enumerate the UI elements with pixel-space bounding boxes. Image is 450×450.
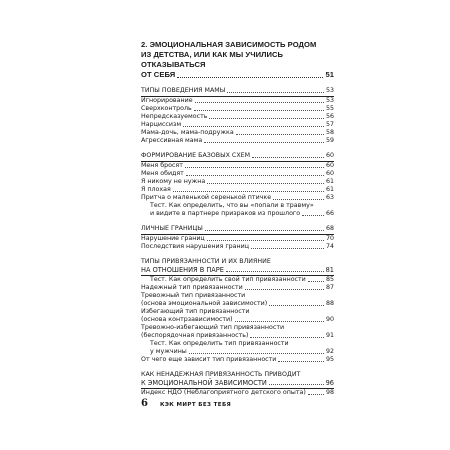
item-text: Индекс НДО (Неблагоприятного детского опыта): [141, 389, 306, 396]
dot-leader: [204, 142, 324, 143]
item-text: Меня обидят: [141, 170, 184, 177]
dot-leader: [252, 157, 324, 158]
section-heading: [141, 87, 334, 97]
item-text: Сверхконтроль: [141, 105, 192, 112]
list-item[interactable]: [141, 129, 334, 137]
item-page: 88: [325, 300, 334, 307]
item-page: 92: [325, 348, 334, 355]
dot-leader: [235, 321, 324, 322]
chapter-page: 51: [325, 70, 334, 79]
item-page: 61: [325, 186, 334, 193]
dot-leader: [269, 305, 324, 306]
section-heading-text: ТИПЫ ПОВЕДЕНИЯ МАМЫ: [141, 87, 226, 94]
chapter-title-text: ОТ СЕБЯ: [141, 70, 176, 79]
dot-leader: [227, 92, 324, 93]
item-page: 61: [325, 178, 334, 185]
list-item[interactable]: [141, 284, 334, 292]
section-heading-page: 81: [325, 266, 334, 274]
dot-leader: [189, 353, 324, 354]
item-line2: [141, 348, 334, 356]
list-item[interactable]: [141, 276, 334, 284]
dot-leader: [183, 126, 324, 127]
dot-leader: [273, 199, 324, 200]
chapter-title-line3: [141, 70, 334, 80]
item-text-line2: и видите в партнере призраков из прошлого: [150, 210, 301, 217]
dot-leader: [209, 118, 324, 119]
item-text: Нарциссизм: [141, 121, 182, 128]
dot-leader: [195, 102, 324, 103]
page-footer: [141, 398, 231, 409]
item-text-line2: (беспорядочная привязанность): [141, 332, 249, 339]
item-page: 63: [325, 194, 334, 201]
list-item[interactable]: [141, 105, 334, 113]
item-page: 58: [325, 129, 334, 136]
item-line2: [141, 316, 334, 324]
section-heading-page: 53: [325, 87, 334, 94]
item-text-line1: Тест. Как определить, что вы «попали в травму»: [150, 202, 314, 209]
list-item[interactable]: [141, 162, 334, 170]
list-item-anxious-avoidant[interactable]: [141, 324, 334, 340]
item-text-line2: (основа эмоциональной зависимости): [141, 300, 268, 307]
section-heading: [141, 371, 334, 389]
page-number: 6: [141, 398, 148, 409]
chapter-heading: [141, 40, 334, 80]
item-line2: [141, 210, 334, 218]
item-text-line1: Избегающий тип привязанности: [141, 308, 250, 315]
dot-leader: [194, 110, 324, 111]
item-page: 55: [325, 105, 334, 112]
dot-leader: [302, 215, 324, 216]
item-text: От чего еще зависит тип привязанности: [141, 356, 277, 363]
list-item[interactable]: [141, 137, 334, 145]
item-line2: [141, 300, 334, 308]
dot-leader: [308, 281, 324, 282]
list-item-test-man[interactable]: [141, 340, 334, 356]
item-page: 57: [325, 121, 334, 128]
item-page: 95: [325, 356, 334, 363]
dot-leader: [173, 191, 324, 192]
list-item[interactable]: [141, 186, 334, 194]
dot-leader: [207, 240, 324, 241]
item-page: 98: [325, 389, 334, 396]
section-heading-line1: КАК НЕНАДЕЖНАЯ ПРИВЯЗАННОСТЬ ПРИВОДИТ: [141, 371, 301, 378]
item-text: Надежный тип привязанности: [141, 284, 243, 291]
list-item[interactable]: [141, 113, 334, 121]
dot-leader: [245, 289, 324, 290]
section-heading-page: 60: [325, 152, 334, 159]
chapter-title-line1: 2. ЭМОЦИОНАЛЬНАЯ ЗАВИСИМОСТЬ РОДОМ: [141, 40, 317, 49]
section-heading-text: НА ОТНОШЕНИЯ В ПАРЕ: [141, 266, 224, 274]
list-item[interactable]: [141, 243, 334, 251]
section-personal-boundaries: [141, 225, 334, 251]
section-heading-text: ФОРМИРОВАНИЕ БАЗОВЫХ СХЕМ: [141, 152, 251, 159]
item-text: Агрессивная мама: [141, 137, 203, 144]
section-heading-text: ЛИЧНЫЕ ГРАНИЦЫ: [141, 225, 203, 232]
item-text: Притча о маленькой серенькой птичке: [141, 194, 272, 201]
dot-leader: [177, 77, 323, 78]
section-unreliable-attachment: [141, 371, 334, 397]
dot-leader: [226, 271, 324, 272]
item-page: 70: [325, 235, 334, 242]
dot-leader: [269, 384, 324, 385]
item-page: 60: [325, 162, 334, 169]
item-text: Меня бросят: [141, 162, 183, 169]
item-text-line2: (основа контрзависимости): [141, 316, 233, 323]
section-heading-line2: [141, 379, 334, 387]
section-heading-page: 68: [325, 225, 334, 232]
item-text: Мама-дочь, мама-подружка: [141, 129, 234, 136]
section-heading: [141, 258, 334, 276]
item-text-line1: Тест. Как определить тип привязанности: [150, 340, 289, 347]
dot-leader: [186, 175, 324, 176]
item-text: Тест. Как определить свой тип привязанности: [150, 276, 306, 283]
item-text: Непредсказуемость: [141, 113, 208, 120]
item-text: Игнорирование: [141, 97, 193, 104]
item-page: 53: [325, 97, 334, 104]
list-item[interactable]: [141, 121, 334, 129]
list-item-avoidant[interactable]: [141, 308, 334, 324]
dot-leader: [236, 134, 324, 135]
dot-leader: [251, 248, 324, 249]
list-item-test-trauma[interactable]: [141, 202, 334, 218]
dot-leader: [185, 167, 324, 168]
table-of-contents: [141, 40, 334, 397]
section-heading-line2: [141, 266, 334, 274]
item-text: Нарушение границ: [141, 235, 205, 242]
item-page: 56: [325, 113, 334, 120]
item-line2: [141, 332, 334, 340]
section-mother-behavior: [141, 87, 334, 145]
item-text: Я плохая: [141, 186, 171, 193]
item-page: 66: [325, 210, 334, 217]
item-page: 85: [325, 276, 334, 283]
list-item-anxious[interactable]: [141, 292, 334, 308]
item-page: 91: [325, 332, 334, 339]
item-text-line1: Тревожный тип привязанности: [141, 292, 246, 299]
dot-leader: [205, 230, 324, 231]
list-item[interactable]: [141, 235, 334, 243]
list-item[interactable]: [141, 356, 334, 364]
item-text-line2: у мужчины: [150, 348, 187, 355]
dot-leader: [278, 361, 324, 362]
list-item[interactable]: [141, 170, 334, 178]
section-attachment-types: [141, 258, 334, 364]
item-page: 74: [325, 243, 334, 250]
section-heading: [141, 225, 334, 235]
dot-leader: [250, 337, 324, 338]
item-text: Последствия нарушения границ: [141, 243, 250, 250]
section-heading-line1: ТИПЫ ПРИВЯЗАННОСТИ И ИХ ВЛИЯНИЕ: [141, 258, 271, 265]
item-text: Я никому не нужна: [141, 178, 206, 185]
section-heading-text: К ЭМОЦИОНАЛЬНОЙ ЗАВИСИМОСТИ: [141, 379, 267, 387]
section-heading-page: 96: [325, 379, 334, 387]
dot-leader: [308, 394, 324, 395]
running-title: КЭК МИРТ БЕЗ ТЕБЯ: [159, 402, 232, 408]
section-heading: [141, 152, 334, 162]
item-page: 90: [325, 316, 334, 323]
list-item[interactable]: [141, 178, 334, 186]
item-page: 59: [325, 137, 334, 144]
dot-leader: [207, 183, 324, 184]
item-text-line1: Тревожно-избегающий тип привязанности: [141, 324, 285, 331]
chapter-title-line2: ИЗ ДЕТСТВА, ИЛИ КАК МЫ УЧИЛИСЬ ОТКАЗЫВАТЬСЯ: [141, 50, 284, 69]
item-page: 60: [325, 170, 334, 177]
item-page: 87: [325, 284, 334, 291]
list-item[interactable]: [141, 389, 334, 397]
list-item[interactable]: [141, 194, 334, 202]
list-item[interactable]: [141, 97, 334, 105]
section-basic-schemas: [141, 152, 334, 218]
